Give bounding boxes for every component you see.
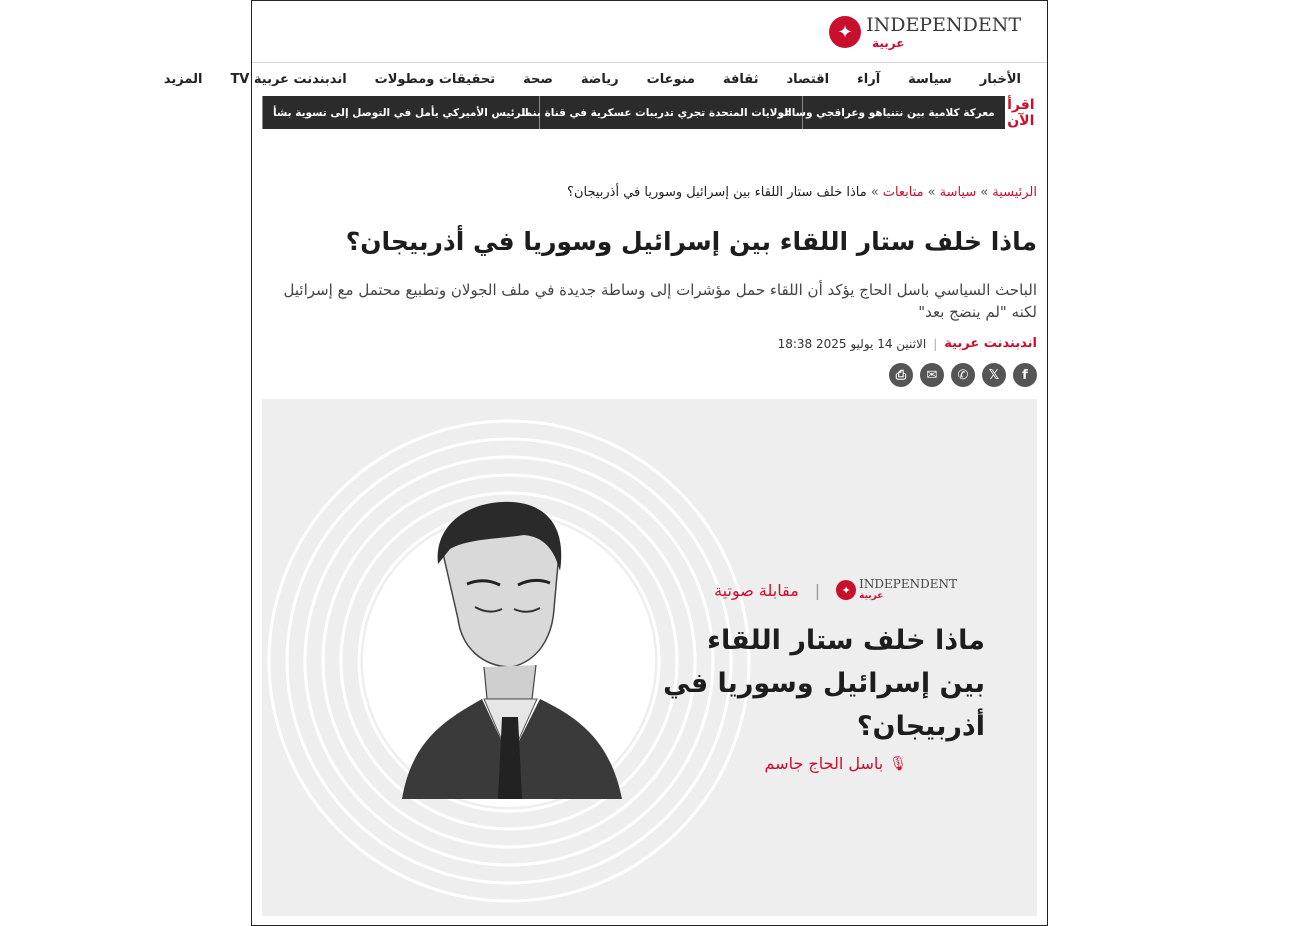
- print-icon[interactable]: ⎙: [889, 363, 913, 387]
- hero-title-line: بين إسرائيل وسوريا في: [663, 668, 985, 699]
- nav-item-news[interactable]: الأخبار: [979, 71, 1021, 87]
- nav-item-sports[interactable]: رياضة: [580, 71, 619, 87]
- nav-item-opinions[interactable]: آراء: [857, 71, 881, 87]
- page-title: ماذا خلف ستار اللقاء بين إسرائيل وسوريا في أذربيجان؟: [345, 227, 1037, 256]
- site-logo[interactable]: [829, 9, 1021, 55]
- x-icon[interactable]: 𝕏: [982, 363, 1006, 387]
- email-icon[interactable]: ✉: [920, 363, 944, 387]
- breadcrumb-home[interactable]: الرئيسية: [992, 185, 1037, 200]
- eagle-logo-icon: ✦: [829, 16, 861, 48]
- nav-item-more[interactable]: المزيد: [163, 71, 203, 87]
- nav-item-tv[interactable]: اندبندنت عربية TV: [230, 71, 347, 87]
- hero-brand: [714, 578, 957, 602]
- hero-divider: |: [814, 580, 821, 600]
- nav-item-culture[interactable]: ثقافة: [722, 71, 759, 87]
- breadcrumb-separator: »: [980, 185, 989, 200]
- breadcrumb-followups[interactable]: متابعات: [882, 185, 924, 200]
- nav-item-misc[interactable]: منوعات: [646, 71, 695, 87]
- ticker-item[interactable]: معركة كلامية بين نتنياهو وعراقجي وساعر: [802, 96, 1005, 129]
- ticker-track: [262, 96, 1005, 129]
- hero-brand-arabic: عربية: [859, 591, 884, 601]
- hero-image: [262, 399, 1037, 916]
- ticker-item[interactable]: الولايات المتحدة تجري تدريبات عسكرية في قناة بنما: [539, 96, 802, 129]
- hero-logo: [836, 578, 957, 602]
- hero-author-name: باسل الحاج جاسم: [764, 754, 884, 773]
- hero-brand-english: INDEPENDENT: [859, 577, 957, 591]
- hero-title: [655, 619, 985, 748]
- hero-kind-label: مقابلة صوتية: [714, 580, 799, 600]
- page-frame: [163, 0, 1048, 926]
- ticker-label: اقرأ الآن: [1007, 96, 1035, 129]
- article-meta: [778, 336, 1037, 351]
- article-summary: الباحث السياسي باسل الحاج يؤكد أن اللقاء حمل مؤشرات إلى وساطة جديدة في ملف الجولان وتطبيع محتمل مع إسرائيل لكنه "لم ينضج بعد": [283, 281, 1037, 321]
- nav-item-investigations[interactable]: تحقيقات ومطولات: [374, 71, 496, 87]
- nav-item-health[interactable]: صحة: [523, 71, 553, 87]
- nav-item-economy[interactable]: اقتصاد: [786, 71, 830, 87]
- microphone-icon: 🎙: [889, 755, 907, 772]
- eagle-logo-icon: ✦: [836, 580, 856, 600]
- nav-item-politics[interactable]: سياسة: [908, 71, 952, 87]
- breadcrumb-politics[interactable]: سياسة: [939, 185, 977, 200]
- logo-text-arabic: عربية: [872, 36, 905, 50]
- whatsapp-icon[interactable]: ✆: [951, 363, 975, 387]
- logo-text-english: INDEPENDENT: [866, 14, 1021, 36]
- breadcrumb: [567, 185, 1037, 200]
- hero-title-line: أذربيجان؟: [856, 711, 985, 742]
- article-source[interactable]: اندبندنت عربية: [944, 336, 1037, 351]
- article-date: الاثنين 14 يوليو 2025 18:38: [777, 336, 927, 351]
- ticker-item[interactable]: الرئيس الأميركي يأمل في التوصل إلى تسوية بشأ: [262, 96, 539, 129]
- header-divider: [252, 62, 1047, 63]
- facebook-icon[interactable]: f: [1013, 363, 1037, 387]
- news-ticker: [262, 96, 1037, 129]
- breadcrumb-separator: »: [927, 185, 936, 200]
- meta-divider: |: [933, 336, 938, 351]
- share-bar: [889, 363, 1037, 387]
- main-nav: [163, 65, 1047, 93]
- breadcrumb-current: ماذا خلف ستار اللقاء بين إسرائيل وسوريا في أذربيجان؟: [567, 185, 867, 200]
- breadcrumb-separator: »: [870, 185, 879, 200]
- hero-author: [765, 754, 907, 773]
- hero-title-line: ماذا خلف ستار اللقاء: [707, 625, 985, 656]
